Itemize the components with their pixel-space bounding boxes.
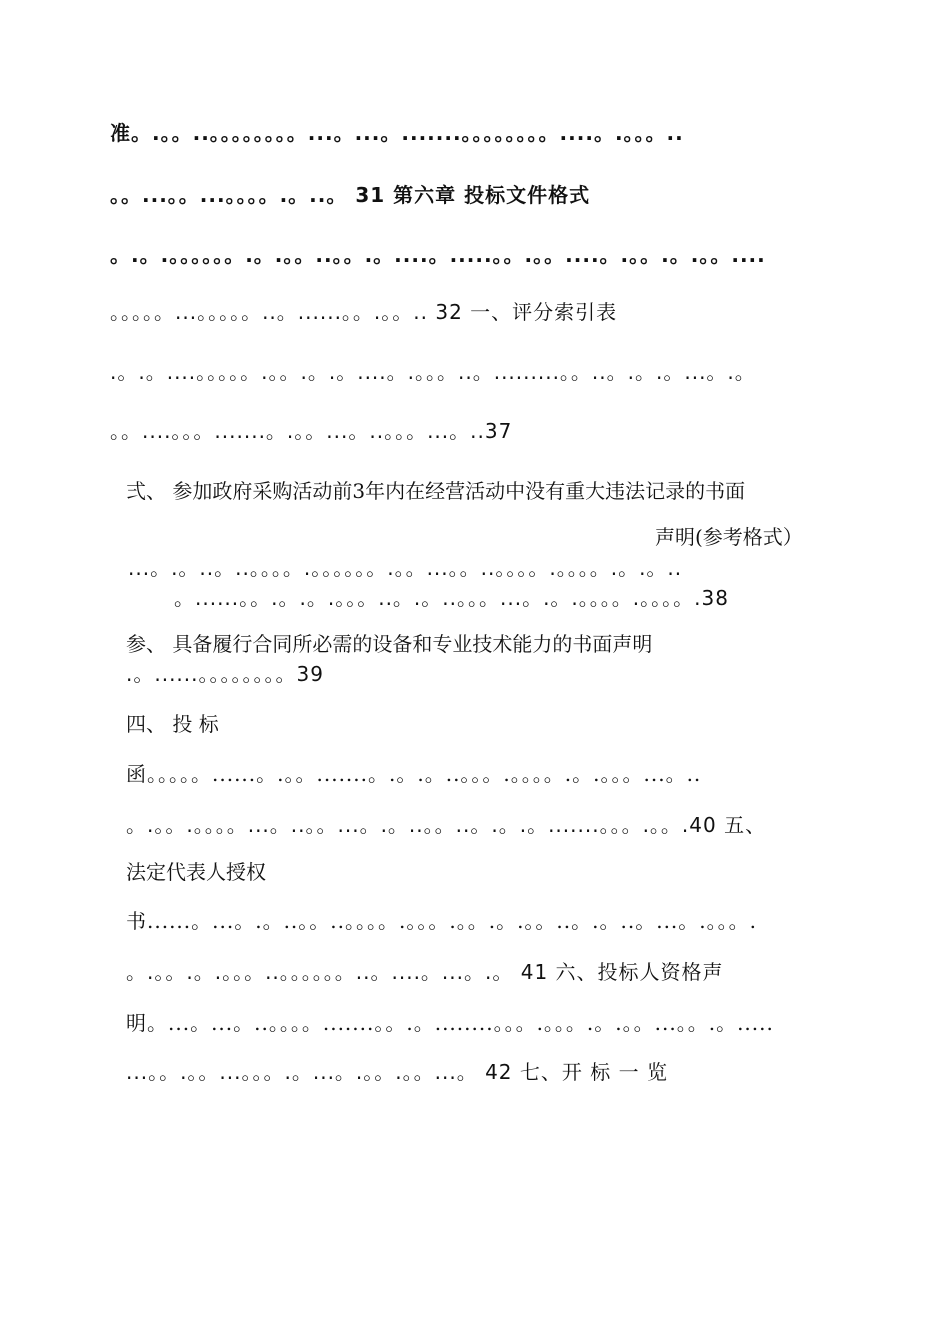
toc-entry-4-title: 四、 投 标 — [126, 712, 219, 736]
toc-line-9: ...。.。..。..。。。。.。。。。。。.。。...。。..。。。。.。。。。.。.。.. — [128, 556, 683, 580]
toc-line-17: 书......。...。.。..。。..。。。。.。。。.。。.。.。。..。.。..。...。.。。。. — [126, 909, 758, 933]
toc-entry-2-title: 弍、 参加政府采购活动前3年内在经营活动中没有重大违法记录的书面 — [126, 479, 746, 503]
toc-entry-5-title: 法定代表人授权 — [126, 860, 266, 884]
toc-line-6: 。。....。。。.......。.。。...。..。。。...。..37 — [110, 419, 513, 443]
toc-line-2: 。。...。。...。。。。.。..。 31 第六章 投标文件格式 — [110, 183, 591, 207]
toc-line-5: .。.。....。。。。。.。。.。.。....。.。。。..。.........。。..。.。.。...。.。 — [110, 360, 756, 384]
toc-line-3: 。.。.。。。。。。.。.。。..。。.。....。.....。。.。。....。.。。.。.。。.... — [110, 243, 766, 267]
toc-line-10: 。......。。.。.。.。。。..。.。..。。。...。.。.。。。。.。。。。.38 — [174, 586, 729, 610]
toc-line-19: 明。...。...。..。。。。.......。。.。........。。。.。。。.。.。。...。。.。..... — [126, 1011, 774, 1035]
toc-entry-3-title: 参、 具备履行合同所必需的设备和专业技术能力的书面声明 — [126, 632, 653, 656]
toc-line-12: .。......。。。。。。。。39 — [126, 662, 324, 686]
toc-line-14: 函。。。。。......。.。。.......。.。.。..。。。.。。。。.。.。。。...。.. — [126, 762, 702, 786]
toc-line-4: 。。。。。...。。。。。..。......。。.。。.. 32 一、评分索引表 — [110, 300, 618, 324]
toc-line-18: 。.。。.。.。。。..。。。。。。..。....。...。.。 41 六、投标人资格声 — [126, 960, 724, 984]
toc-line-1: 准。.。。..。。。。。。。。...。...。.......。。。。。。。。....。.。。。.. — [110, 121, 684, 145]
toc-line-20: ...。。.。。...。。。.。...。.。。.。。...。 42 七、开 标 一 览 — [126, 1060, 668, 1084]
toc-entry-2-subtitle: 声明(参考格式） — [655, 525, 803, 549]
toc-line-15: 。.。。.。。。。...。..。。...。.。..。。..。.。.。.......。。。.。。.40 五、 — [126, 813, 767, 837]
